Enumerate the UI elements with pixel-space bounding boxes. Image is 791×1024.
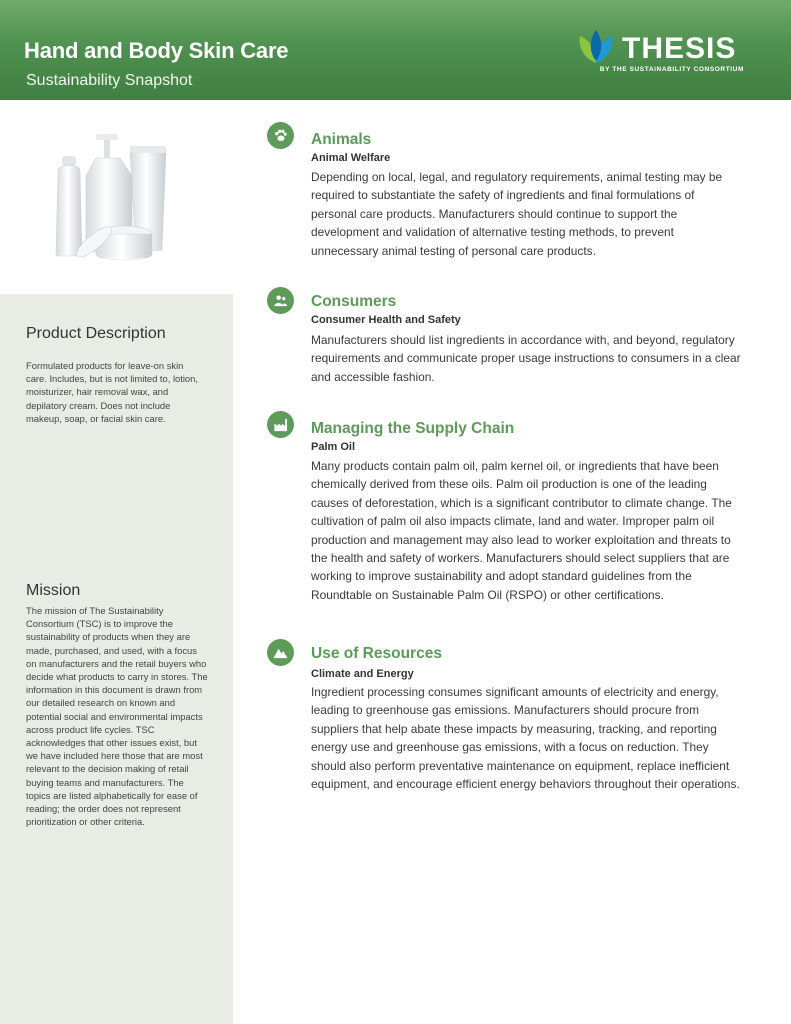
header-banner <box>0 0 791 100</box>
section-icon-badge <box>267 287 294 314</box>
section-icon-badge <box>267 639 294 666</box>
paw-icon <box>273 128 288 143</box>
section-title-supply-chain: Managing the Supply Chain <box>311 420 515 437</box>
mission-heading: Mission <box>26 582 81 599</box>
section-title-resources: Use of Resources <box>311 645 442 662</box>
page-subtitle: Sustainability Snapshot <box>26 72 193 89</box>
section-subtitle-consumers: Consumer Health and Safety <box>311 314 461 326</box>
page-title: Hand and Body Skin Care <box>24 38 289 63</box>
section-subtitle-resources: Climate and Energy <box>311 668 414 680</box>
section-icon-badge <box>267 122 294 149</box>
mountain-icon <box>273 645 288 660</box>
factory-icon <box>273 417 288 432</box>
people-icon <box>273 293 288 308</box>
thesis-logo <box>574 28 744 78</box>
section-title-consumers: Consumers <box>311 293 397 310</box>
product-description-heading: Product Description <box>26 325 166 342</box>
section-title-animals: Animals <box>311 131 372 148</box>
section-body-supply-chain: Many products contain palm oil, palm kernel oil, or ingredients that have been chemically derived from these oils. Palm oil production is one of the leading causes of deforestation, which is a significant contributor to climate change. The cultivation of palm oil also impacts climate, land and water. Improper palm oil production and management may also lead to worker exploitation and threats to the health and safety of workers. Manufacturers should select suppliers that are working to improve sustainability and adopt standard guidelines from the Roundtable on Sustainable Palm Oil (RSPO) or other certifications. <box>311 459 732 602</box>
leaf-logo-icon <box>574 30 618 64</box>
section-body-consumers: Manufacturers should list ingredients in accordance with, and beyond, regulatory requirements and communicate proper usage instructions to consumers in a clear and accessible fashion. <box>311 333 741 384</box>
section-body-resources: Ingredient processing consumes significant amounts of electricity and energy, leading to greenhouse gas emissions. Manufacturers should procure from suppliers that help abate these impacts by measuring, tracking, and reporting energy use and greenhouse gas emissions, with a focus on reduction. They should also perform preventative maintenance on equipment, replace inefficient equipment, and encourage efficient energy behaviors throughout their operations. <box>311 685 740 792</box>
logo-tagline: BY THE SUSTAINABILITY CONSORTIUM <box>599 66 744 73</box>
logo-wordmark: THESIS <box>622 32 737 65</box>
product-description-text: Formulated products for leave-on skin care. Includes, but is not limited to, lotion, moisturizer, hair removal wax, and depilatory cream. Does not include makeup, soap, or facial skin care. <box>26 360 198 424</box>
section-icon-badge <box>267 411 294 438</box>
section-subtitle-supply-chain: Palm Oil <box>311 441 356 453</box>
mission-text: The mission of The Sustainability Consortium (TSC) is to improve the sustainability of products when they are made, purchased, and used, with a focus on manufacturers and the retail buyers who decide what products to carry in stores. The information in this document is drawn from our detailed research on known and potential social and environmental impacts across product life cycles. TSC acknowledges that other issues exist, but we have included here those that are most relevant to the decision making of retail buying teams and manufacturers. The topics are listed alphabetically for ease of reading; the order does not represent prioritization or other criteria. <box>26 605 208 828</box>
product-bottles-image <box>50 130 175 280</box>
section-body-animals: Depending on local, legal, and regulatory requirements, animal testing may be required to substantiate the safety of ingredients and final formulations of personal care products. Manufacturers should continue to support the development and validation of alternative testing methods, to prevent unnecessary animal testing of personal care products. <box>311 170 723 258</box>
section-subtitle-animals: Animal Welfare <box>311 152 391 164</box>
